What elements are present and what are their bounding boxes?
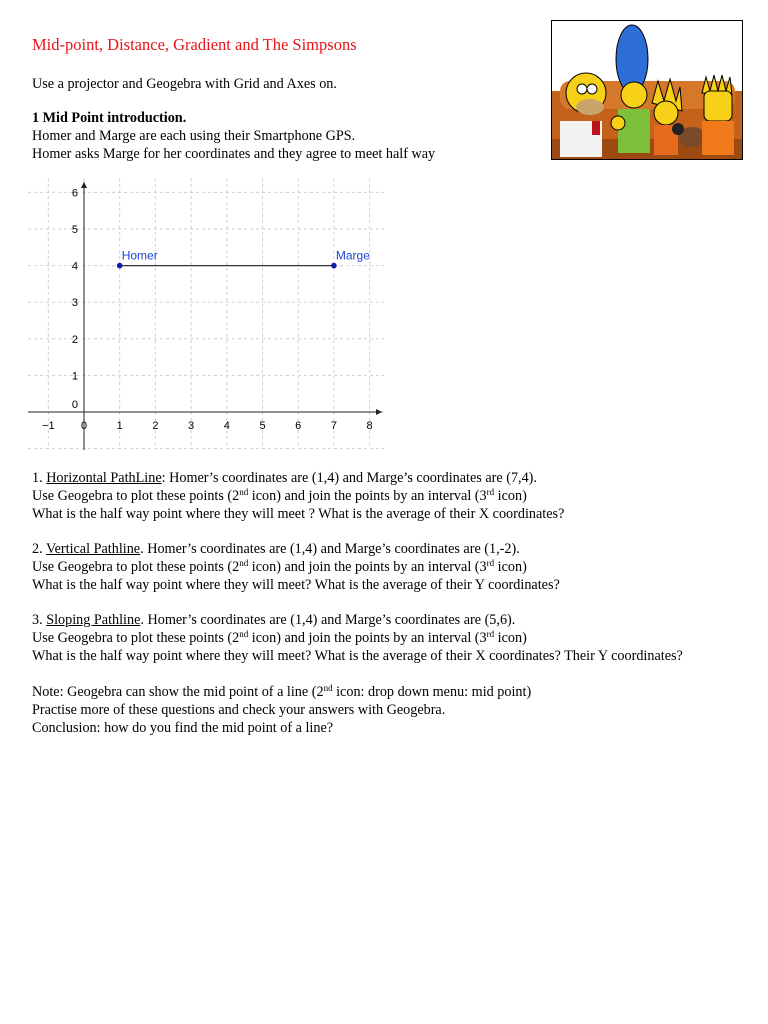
point-label-homer: Homer xyxy=(121,248,158,263)
x-tick-label: 0 xyxy=(80,420,88,432)
simpsons-image xyxy=(551,20,743,160)
question-3-line-1: 3. Sloping Pathline. Homer’s coordinates are (1,4) and Marge’s coordinates are (5,6). xyxy=(32,612,516,628)
x-tick-label: 2 xyxy=(152,420,159,432)
question-2-line-2: Use Geogebra to plot these points (2nd icon) and join the points by an interval (3rd icon) xyxy=(32,558,527,575)
question-3-line-2: Use Geogebra to plot these points (2nd icon) and join the points by an interval (3rd icon) xyxy=(32,629,527,646)
point-homer xyxy=(117,263,123,269)
question-1-line-1: 1. Horizontal PathLine: Homer’s coordinates are (1,4) and Marge’s coordinates are (7,4). xyxy=(32,470,537,486)
y-tick-label: 0 xyxy=(71,399,78,411)
x-tick-label: 6 xyxy=(295,420,302,432)
document-title: Mid-point, Distance, Gradient and The Simpsons xyxy=(32,35,357,54)
y-tick-label: 4 xyxy=(71,260,78,273)
question-1-line-2: Use Geogebra to plot these points (2nd icon) and join the points by an interval (3rd icon) xyxy=(32,487,527,504)
note-line-1: Note: Geogebra can show the mid point of a line (2nd icon: drop down menu: mid point) xyxy=(32,683,532,700)
section-text-line: Homer asks Marge for her coordinates and they agree to meet half way xyxy=(32,146,436,162)
question-2-line-3: What is the half way point where they will meet? What is the average of their Y coordinates? xyxy=(32,577,560,593)
question-2-title: Vertical Pathline xyxy=(45,541,141,557)
x-tick-label: 8 xyxy=(366,420,373,432)
conclusion-line: Conclusion: how do you find the mid point of a line? xyxy=(32,720,334,736)
section-text-line: Homer and Marge are each using their Smartphone GPS. xyxy=(32,128,356,144)
question-3-title: Sloping Pathline xyxy=(46,612,141,628)
x-tick-label: 7 xyxy=(330,420,337,432)
coordinate-graph xyxy=(28,178,386,450)
point-marge xyxy=(331,263,337,269)
y-tick-label: 3 xyxy=(71,297,78,310)
x-tick-label: 4 xyxy=(223,420,230,432)
point-label-marge: Marge xyxy=(335,248,370,263)
y-tick-label: 5 xyxy=(71,224,78,236)
x-axis-arrow xyxy=(376,409,382,415)
note-line-2: Practise more of these questions and check your answers with Geogebra. xyxy=(32,702,446,718)
y-tick-label: 6 xyxy=(71,187,78,200)
y-tick-label: 2 xyxy=(71,333,78,346)
y-axis-arrow xyxy=(81,182,87,188)
x-tick-label: 3 xyxy=(188,420,195,432)
question-3-line-3: What is the half way point where they will meet? What is the average of their X coordinates? Their Y coordinates? xyxy=(32,648,683,664)
x-tick-label: 1 xyxy=(116,420,123,432)
question-1-line-3: What is the half way point where they will meet ? What is the average of their X coordinates? xyxy=(32,506,565,522)
question-1-title: Horizontal PathLine xyxy=(46,470,162,486)
simpsons-family-illustration xyxy=(552,21,742,159)
y-tick-label: 1 xyxy=(71,370,78,383)
intro-text: Use a projector and Geogebra with Grid and Axes on. xyxy=(32,76,337,92)
x-tick-label: −1 xyxy=(42,420,55,432)
section-heading: 1 Mid Point introduction. xyxy=(32,110,187,126)
question-2-line-1: 2. Vertical Pathline. Homer’s coordinates are (1,4) and Marge’s coordinates are (1,-2). xyxy=(32,541,520,557)
x-tick-label: 5 xyxy=(259,420,266,432)
